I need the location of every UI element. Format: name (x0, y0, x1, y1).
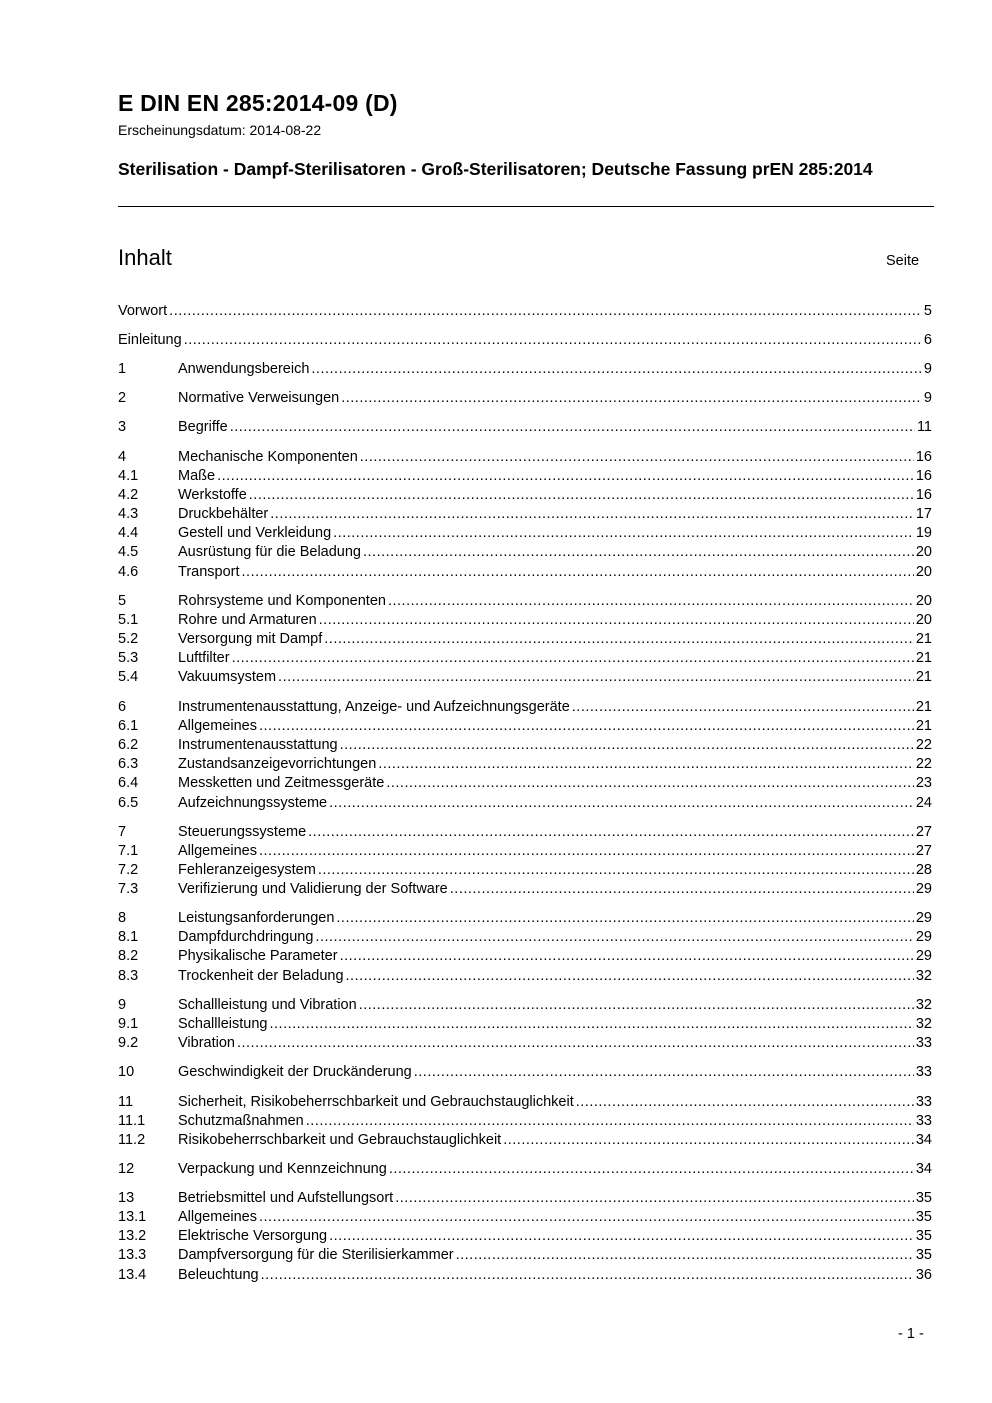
toc-dot-leader (346, 967, 914, 986)
toc-dot-leader (340, 947, 914, 966)
toc-entry[interactable] (118, 774, 932, 793)
toc-entry-title: Fehleranzeigesystem (178, 862, 316, 878)
toc-entry-title: Begriffe (178, 419, 228, 435)
toc-entry[interactable] (118, 1015, 932, 1034)
toc-dot-leader (217, 467, 914, 486)
toc-entry-number: 4.5 (118, 544, 139, 560)
toc-dot-leader (395, 1189, 914, 1208)
toc-entry-title: Rohre und Armaturen (178, 612, 317, 628)
toc-entry[interactable] (118, 1063, 932, 1082)
toc-dot-leader (237, 1034, 914, 1053)
toc-dot-leader (270, 505, 914, 524)
toc-dot-leader (576, 1093, 914, 1112)
toc-entry-title: Allgemeines (178, 718, 257, 734)
toc-entry-page: 32 (915, 1016, 932, 1032)
toc-entry-page: 21 (915, 669, 932, 685)
toc-entry-number: 5.2 (118, 631, 139, 647)
toc-dot-leader (249, 486, 914, 505)
toc-dot-leader (269, 1015, 913, 1034)
toc-dot-leader (360, 448, 914, 467)
toc-entry-number: 9 (118, 997, 127, 1013)
toc-entry-page: 20 (915, 612, 932, 628)
toc-entry-number: 11.2 (118, 1132, 146, 1148)
toc-entry[interactable] (118, 543, 932, 562)
toc-dot-leader (259, 717, 914, 736)
toc-dot-leader (572, 698, 914, 717)
toc-entry-page: 33 (915, 1035, 932, 1051)
toc-entry-number: 12 (118, 1161, 135, 1177)
toc-entry-page: 36 (915, 1267, 932, 1283)
toc-dot-leader (306, 1112, 914, 1131)
toc-entry[interactable] (118, 880, 932, 899)
toc-entry-number: 5 (118, 593, 127, 609)
toc-entry-title: Ausrüstung für die Beladung (178, 544, 361, 560)
toc-entry-page: 16 (915, 487, 932, 503)
toc-entry[interactable] (118, 967, 932, 986)
toc-entry-page: 28 (915, 862, 932, 878)
toc-dot-leader (230, 418, 915, 437)
toc-entry-title: Risikobeherrschbarkeit und Gebrauchstauglichkeit (178, 1132, 502, 1148)
toc-entry-number: 6.4 (118, 775, 139, 791)
publication-date: Erscheinungsdatum: 2014-08-22 (118, 122, 322, 138)
toc-entry-page: 21 (915, 650, 932, 666)
toc-entry-title: Transport (178, 564, 240, 580)
toc-entry-number: 4.6 (118, 564, 139, 580)
toc-entry[interactable] (118, 1266, 932, 1285)
toc-entry-title: Normative Verweisungen (178, 390, 340, 406)
toc-entry-page: 35 (915, 1247, 932, 1263)
toc-entry-number: 8.1 (118, 929, 139, 945)
toc-entry-title: Beleuchtung (178, 1267, 259, 1283)
toc-entry-page: 35 (915, 1190, 932, 1206)
toc-entry-title: Sicherheit, Risikobeherrschbarkeit und Gebrauchstauglichkeit (178, 1094, 574, 1110)
toc-entry[interactable] (118, 947, 932, 966)
toc-entry-title: Betriebsmittel und Aufstellungsort (178, 1190, 394, 1206)
toc-entry-number: 7.2 (118, 862, 139, 878)
page-number: - 1 - (898, 1326, 924, 1342)
toc-dot-leader (336, 909, 913, 928)
toc-entry-title: Anwendungsbereich (178, 361, 310, 377)
toc-entry-number: 1 (118, 361, 127, 377)
toc-entry-number: 5.4 (118, 669, 139, 685)
toc-dot-leader (329, 1227, 914, 1246)
toc-entry-title: Mechanische Komponenten (178, 449, 358, 465)
toc-entry[interactable] (118, 1034, 932, 1053)
toc-entry-page: 11 (916, 419, 932, 435)
toc-entry-page: 22 (915, 756, 932, 772)
toc-entry-number: 13.3 (118, 1247, 147, 1263)
toc-entry[interactable] (118, 1131, 932, 1150)
toc-entry[interactable] (118, 1208, 932, 1227)
toc-entry[interactable] (118, 1189, 932, 1208)
toc-entry-page: 32 (915, 997, 932, 1013)
document-title: Sterilisation - Dampf-Sterilisatoren - Groß-Sterilisatoren; Deutsche Fassung prEN 285:2014 (118, 159, 873, 179)
toc-dot-leader (308, 823, 914, 842)
toc-dot-leader (261, 1266, 914, 1285)
toc-dot-leader (184, 331, 922, 350)
toc-dot-leader (503, 1131, 914, 1150)
toc-entry[interactable] (118, 755, 932, 774)
toc-entry-number: 6.5 (118, 795, 139, 811)
toc-dot-leader (386, 774, 914, 793)
toc-dot-leader (319, 611, 914, 630)
toc-entry-title: Steuerungssysteme (178, 824, 307, 840)
toc-entry-number: 8.2 (118, 948, 139, 964)
toc-entry-page: 29 (915, 948, 932, 964)
toc-entry-number: 13.1 (118, 1209, 147, 1225)
toc-entry-page: 35 (915, 1228, 932, 1244)
toc-entry-number: 13 (118, 1190, 135, 1206)
toc-entry-page: 16 (915, 449, 932, 465)
toc-entry-page: 21 (915, 718, 932, 734)
toc-dot-leader (341, 389, 922, 408)
toc-entry-number: 9.2 (118, 1035, 139, 1051)
toc-dot-leader (324, 630, 914, 649)
toc-entry-page: 16 (915, 468, 932, 484)
toc-entry-number: 8.3 (118, 968, 139, 984)
toc-entry-title: Geschwindigkeit der Druckänderung (178, 1064, 412, 1080)
title-divider (118, 206, 934, 207)
toc-entry-number: 6.1 (118, 718, 139, 734)
toc-entry-title: Schallleistung (178, 1016, 268, 1032)
toc-entry-page: 34 (915, 1132, 932, 1148)
toc-dot-leader (278, 668, 914, 687)
toc-entry[interactable] (118, 1160, 932, 1179)
toc-dot-leader (363, 543, 914, 562)
toc-entry[interactable] (118, 630, 932, 649)
toc-entry-page: 19 (915, 525, 932, 541)
toc-entry[interactable] (118, 1093, 932, 1112)
toc-dot-leader (359, 996, 914, 1015)
toc-entry[interactable] (118, 928, 932, 947)
toc-dot-leader (414, 1063, 914, 1082)
toc-entry-title: Verifizierung und Validierung der Software (178, 881, 448, 897)
toc-entry-number: 11 (118, 1094, 134, 1110)
toc-entry-title: Einleitung (118, 332, 182, 348)
toc-entry-number: 9.1 (118, 1016, 139, 1032)
toc-dot-leader (389, 1160, 914, 1179)
toc-entry-number: 4.1 (118, 468, 139, 484)
toc-dot-leader (340, 736, 914, 755)
toc-entry[interactable] (118, 389, 932, 408)
toc-heading: Inhalt (118, 245, 172, 270)
toc-entry-title: Messketten und Zeitmessgeräte (178, 775, 385, 791)
toc-dot-leader (318, 861, 914, 880)
toc-entry[interactable] (118, 467, 932, 486)
toc-dot-leader (378, 755, 914, 774)
toc-entry-number: 6.3 (118, 756, 139, 772)
toc-entry-title: Rohrsysteme und Komponenten (178, 593, 386, 609)
toc-entry-page: 5 (923, 303, 932, 319)
toc-entry[interactable] (118, 360, 932, 379)
toc-entry-page: 29 (915, 929, 932, 945)
toc-entry-page: 24 (915, 795, 932, 811)
toc-entry-page: 20 (915, 544, 932, 560)
toc-entry[interactable] (118, 524, 932, 543)
toc-entry[interactable] (118, 563, 932, 582)
toc-entry-page: 21 (915, 699, 932, 715)
toc-dot-leader (315, 928, 913, 947)
toc-entry-title: Instrumentenausstattung, Anzeige- und Aufzeichnungsgeräte (178, 699, 570, 715)
toc-entry-page: 32 (915, 968, 932, 984)
toc-entry-page: 20 (915, 593, 932, 609)
toc-entry[interactable] (118, 861, 932, 880)
toc-dot-leader (242, 563, 914, 582)
toc-entry-number: 13.2 (118, 1228, 147, 1244)
toc-entry[interactable] (118, 486, 932, 505)
toc-entry-number: 3 (118, 419, 127, 435)
toc-entry[interactable] (118, 909, 932, 928)
toc-entry-title: Instrumentenausstattung (178, 737, 338, 753)
toc-entry[interactable] (118, 794, 932, 813)
toc-entry-title: Versorgung mit Dampf (178, 631, 323, 647)
toc-entry-page: 27 (915, 843, 932, 859)
toc-entry-title: Allgemeines (178, 1209, 257, 1225)
toc-entry-title: Leistungsanforderungen (178, 910, 335, 926)
toc-entry-number: 5.1 (118, 612, 139, 628)
toc-entry[interactable] (118, 331, 932, 350)
toc-entry-title: Luftfilter (178, 650, 230, 666)
toc-entry[interactable] (118, 736, 932, 755)
toc-entry-number: 4.2 (118, 487, 139, 503)
toc-entry-page: 9 (923, 390, 932, 406)
toc-entry-page: 33 (915, 1064, 932, 1080)
toc-entry-page: 9 (923, 361, 932, 377)
toc-entry-title: Physikalische Parameter (178, 948, 338, 964)
toc-entry[interactable] (118, 996, 932, 1015)
toc-entry[interactable] (118, 1227, 932, 1246)
toc-entry-number: 5.3 (118, 650, 139, 666)
toc-entry[interactable] (118, 698, 932, 717)
toc-dot-leader (311, 360, 922, 379)
toc-entry-title: Allgemeines (178, 843, 257, 859)
toc-dot-leader (333, 524, 914, 543)
toc-entry[interactable] (118, 448, 932, 467)
toc-entry-number: 4 (118, 449, 127, 465)
toc-entry-title: Vibration (178, 1035, 235, 1051)
toc-dot-leader (329, 794, 914, 813)
toc-entry-title: Schutzmaßnahmen (178, 1113, 304, 1129)
toc-entry[interactable] (118, 505, 932, 524)
toc-entry-title: Vorwort (118, 303, 168, 319)
toc-dot-leader (450, 880, 914, 899)
toc-entry-page: 33 (915, 1113, 932, 1129)
toc-entry-title: Trockenheit der Beladung (178, 968, 344, 984)
toc-entry-page: 29 (915, 910, 932, 926)
toc-entry-number: 7.1 (118, 843, 139, 859)
toc-entry-page: 35 (915, 1209, 932, 1225)
toc-entry-title: Aufzeichnungssysteme (178, 795, 328, 811)
toc-dot-leader (259, 1208, 914, 1227)
toc-entry-number: 4.4 (118, 525, 139, 541)
toc-entry-title: Druckbehälter (178, 506, 269, 522)
toc-entry-title: Gestell und Verkleidung (178, 525, 332, 541)
toc-dot-leader (169, 302, 922, 321)
toc-entry[interactable] (118, 302, 932, 321)
toc-entry-title: Schallleistung und Vibration (178, 997, 357, 1013)
toc-dot-leader (456, 1246, 914, 1265)
toc-entry[interactable] (118, 649, 932, 668)
toc-entry-number: 10 (118, 1064, 135, 1080)
toc-entry-number: 4.3 (118, 506, 139, 522)
toc-entry-page: 21 (915, 631, 932, 647)
toc-entry-title: Vakuumsystem (178, 669, 277, 685)
toc-dot-leader (259, 842, 914, 861)
toc-entry-title: Dampfversorgung für die Sterilisierkammer (178, 1247, 454, 1263)
toc-entry-page: 6 (923, 332, 932, 348)
toc-entry[interactable] (118, 1112, 932, 1131)
toc-entry-page: 34 (915, 1161, 932, 1177)
toc-entry-title: Elektrische Versorgung (178, 1228, 328, 1244)
toc-entry-number: 13.4 (118, 1267, 147, 1283)
toc-entry-title: Zustandsanzeigevorrichtungen (178, 756, 377, 772)
toc-entry-title: Werkstoffe (178, 487, 247, 503)
toc-entry-number: 8 (118, 910, 127, 926)
toc-entry-number: 7 (118, 824, 127, 840)
toc-entry-number: 6 (118, 699, 127, 715)
toc-entry[interactable] (118, 592, 932, 611)
toc-entry[interactable] (118, 823, 932, 842)
toc-entry-number: 6.2 (118, 737, 139, 753)
toc-entry-page: 23 (915, 775, 932, 791)
toc-dot-leader (388, 592, 914, 611)
toc-entry-number: 11.1 (118, 1113, 146, 1129)
toc-entry-number: 2 (118, 390, 127, 406)
toc-entry-page: 27 (915, 824, 932, 840)
toc-entry-page: 17 (915, 506, 932, 522)
toc-entry[interactable] (118, 717, 932, 736)
toc-entry[interactable] (118, 1246, 932, 1265)
toc-entry-title: Verpackung und Kennzeichnung (178, 1161, 387, 1177)
toc-entry-title: Maße (178, 468, 216, 484)
toc-entry-page: 29 (915, 881, 932, 897)
toc-entry[interactable] (118, 842, 932, 861)
toc-entry[interactable] (118, 668, 932, 687)
toc-entry-page: 33 (915, 1094, 932, 1110)
toc-page-column-label: Seite (886, 253, 920, 269)
toc-entry[interactable] (118, 611, 932, 630)
toc-dot-leader (232, 649, 914, 668)
document-id: E DIN EN 285:2014-09 (D) (118, 90, 398, 116)
toc-entry-number: 7.3 (118, 881, 139, 897)
toc-entry-title: Dampfdurchdringung (178, 929, 314, 945)
toc-entry-page: 20 (915, 564, 932, 580)
toc-entry-page: 22 (915, 737, 932, 753)
toc-entry[interactable] (118, 418, 932, 437)
